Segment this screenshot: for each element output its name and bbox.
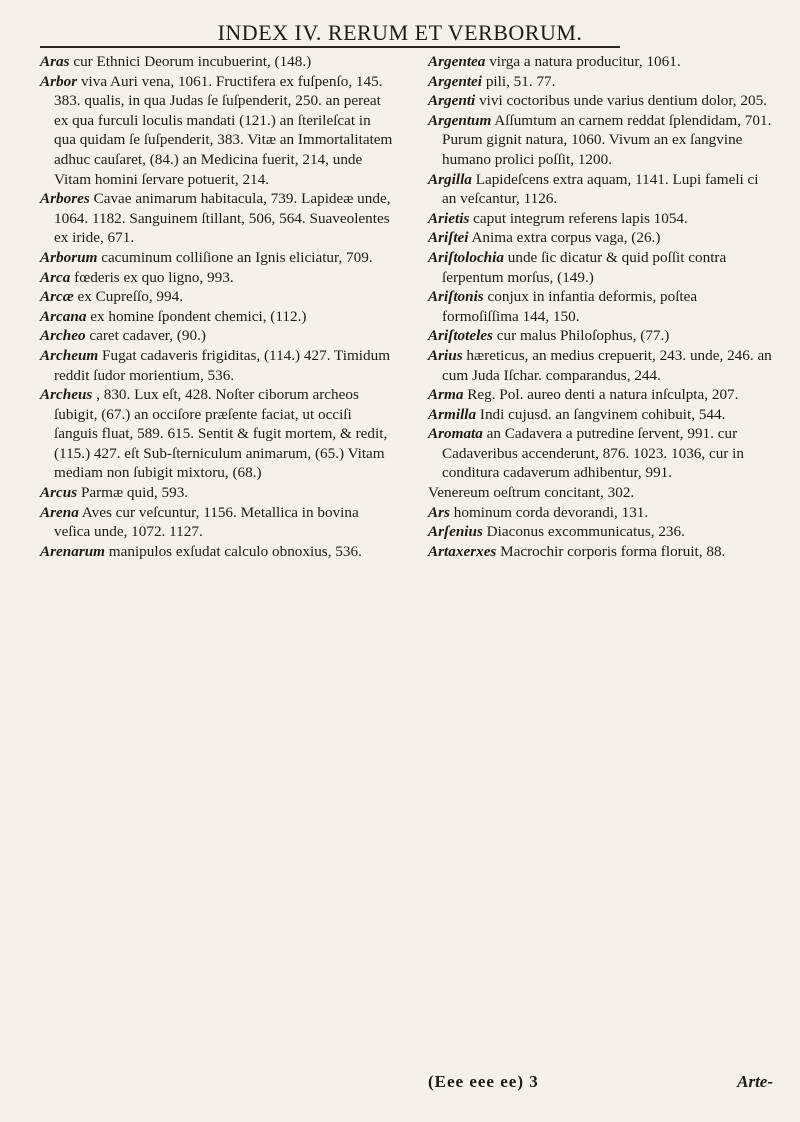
- catchword: Arte-: [737, 1072, 773, 1091]
- entry-headword: Aromata: [428, 425, 483, 443]
- entry-text: Venereum oeſtrum concitant, 302.: [428, 484, 635, 502]
- index-entry: [428, 72, 773, 92]
- right-column: [428, 52, 773, 561]
- entry-text: Parmæ quid, 593.: [80, 484, 189, 502]
- entry-headword: Ariſtolochia: [428, 248, 504, 266]
- entry-headword: Arietis: [428, 209, 470, 227]
- entry-text: conjux in infantia deformis, poſtea formoſiſſima 144, 150.: [442, 288, 698, 325]
- entry-text: caret cadaver, (90.): [89, 327, 206, 345]
- entry-text: Fugat cadaveris frigiditas, (114.) 427. Timidum reddit ſudor morientium, 536.: [54, 346, 391, 384]
- entry-headword: Aras: [40, 53, 70, 70]
- index-entry: [428, 405, 773, 425]
- entry-headword: Artaxerxes: [428, 542, 497, 560]
- entry-headword: Arbores: [40, 190, 90, 208]
- entry-text: cur malus Philoſophus, (77.): [496, 327, 670, 345]
- entry-headword: Archeum: [40, 346, 99, 364]
- index-entry: [428, 326, 773, 346]
- index-entry: [40, 52, 395, 72]
- entry-text: Aves cur veſcuntur, 1156. Metallica in bovina veſica unde, 1072. 1127.: [54, 503, 359, 541]
- index-entry: [428, 111, 773, 170]
- left-column: [40, 52, 395, 561]
- index-entry: [40, 72, 395, 190]
- entry-headword: Arius: [428, 346, 463, 364]
- entry-text: hominum corda devorandi, 131.: [453, 503, 649, 521]
- index-entry: [40, 248, 395, 268]
- entry-headword: Arſenius: [428, 523, 483, 541]
- entry-text: ex homine ſpondent chemici, (112.): [90, 307, 307, 325]
- entry-text: viva Auri vena, 1061. Fructifera ex fuſpenſo, 145. 383. qualis, in qua Judas ſe ſuſpenderit, 250. an pereat ex qua furculi loculis mandati (121.) an ſterileſcat in qua quidam ſe ſuſpenderit, 383. Vitæ an Immortalitatem adhuc cauſaret, (84.) an Medicina fuerit, 214, unde Vitam homini ſervare potuerit, 214.: [54, 72, 393, 188]
- entry-headword: Ariſtei: [428, 229, 469, 247]
- index-entry: [40, 268, 395, 288]
- entry-headword: Arcus: [40, 484, 78, 502]
- entry-text: Reg. Pol. aureo denti a natura inſculpta, 207.: [467, 386, 739, 404]
- index-entry: [428, 248, 773, 287]
- entry-headword: Arena: [40, 503, 79, 521]
- entry-headword: Armilla: [428, 405, 477, 423]
- page-title: INDEX IV. RERUM ET VERBORUM.: [217, 20, 583, 45]
- entry-text: Diaconus excommunicatus, 236.: [486, 523, 685, 541]
- index-entry: [40, 385, 395, 483]
- entry-text: , 830. Lux eſt, 428. Noſter ciborum archeos ſubigit, (67.) an occiſore præſente faciat, ut occiſi ſanguis fluat, 589. 615. Sentit & fugit mortem, & redit, (115.) 427. eſt Sub-ſterniculum animarum, (65.) Vitam mediam non ſubigit mixtoru, (68.): [54, 386, 388, 482]
- signature-mark: (Eee eee ee) 3: [428, 1072, 539, 1091]
- entry-text: ex Cupreſſo, 994.: [77, 288, 183, 306]
- index-entry: [40, 189, 395, 248]
- index-entry: [428, 424, 773, 483]
- index-entry: [428, 346, 773, 385]
- index-entry: [40, 542, 395, 562]
- entry-text: manipulos exſudat calculo obnoxius, 536.: [108, 542, 362, 560]
- entry-text: Aſſumtum an carnem reddat ſplendidam, 701. Purum gignit natura, 1060. Vivum an ex ſangvine humano prolici poſſit, 1200.: [442, 111, 772, 168]
- entry-text: fœderis ex quo ligno, 993.: [74, 268, 234, 286]
- entry-text: Indi cujusd. an ſangvinem cohibuit, 544.: [479, 405, 726, 423]
- entry-headword: Arma: [428, 386, 464, 404]
- entry-headword: Arbor: [40, 72, 78, 90]
- entry-headword: Arcana: [40, 307, 87, 325]
- index-entry: [428, 287, 773, 326]
- index-entry: [428, 522, 773, 542]
- entry-headword: Archeus: [40, 386, 93, 404]
- index-entry: [40, 503, 395, 542]
- entry-headword: Ariſtonis: [428, 288, 484, 306]
- index-entry: [40, 326, 395, 346]
- entry-text: Cavae animarum habitacula, 739. Lapideæ unde, 1064. 1182. Sanguinem ſtillant, 506, 564. Suaveolentes ex iride, 671.: [54, 190, 391, 247]
- entry-headword: Ariſtoteles: [428, 327, 493, 345]
- entry-text: Lapideſcens extra aquam, 1141. Lupi fameli ci an veſcantur, 1126.: [442, 170, 759, 208]
- entry-text: vivi coctoribus unde varius dentium dolor, 205.: [479, 92, 767, 110]
- index-entry: [428, 228, 773, 248]
- index-entry: [428, 503, 773, 523]
- entry-headword: Arenarum: [40, 542, 105, 560]
- entry-headword: Archeo: [40, 327, 86, 345]
- entry-text: pili, 51. 77.: [485, 72, 556, 90]
- index-entry: [40, 307, 395, 327]
- index-entry: [428, 52, 773, 72]
- index-entry: [40, 346, 395, 385]
- entry-headword: Argentea: [428, 53, 486, 70]
- index-entry: [428, 170, 773, 209]
- entry-headword: Argentei: [428, 72, 483, 90]
- entry-headword: Argenti: [428, 92, 476, 110]
- entry-headword: Argilla: [428, 170, 472, 188]
- index-entry: [428, 385, 773, 405]
- entry-text: unde ſic dicatur & quid poſſit contra ſerpentum morſus, (149.): [442, 248, 727, 286]
- index-entry: [428, 209, 773, 229]
- index-entry: [428, 542, 773, 562]
- entry-text: Anima extra corpus vaga, (26.): [471, 229, 661, 247]
- entry-text: caput integrum referens lapis 1054.: [473, 209, 688, 227]
- entry-text: Macrochir corporis forma floruit, 88.: [500, 542, 726, 560]
- entry-headword: Ars: [428, 503, 450, 521]
- entry-headword: Arcæ: [40, 288, 74, 306]
- page-footer: [428, 1072, 773, 1092]
- entry-text: cur Ethnici Deorum incubuerint, (148.): [73, 53, 312, 70]
- entry-headword: Arca: [40, 268, 71, 286]
- entry-headword: Arborum: [40, 248, 98, 266]
- header-rule: [40, 46, 620, 48]
- entry-headword: Argentum: [428, 111, 492, 129]
- entry-text: hæreticus, an medius crepuerit, 243. unde, 246. an cum Juda Iſchar. comparandus, 244.: [442, 346, 772, 384]
- entry-text: cacuminum colliſione an Ignis eliciatur, 709.: [101, 248, 373, 266]
- index-entry: [428, 483, 773, 503]
- entry-text: virga a natura producitur, 1061.: [489, 53, 681, 70]
- index-entry: [40, 287, 395, 307]
- entry-text: an Cadavera a putredine ſervent, 991. cur Cadaveribus accenderunt, 876. 1023. 1036, cur in conditura cadaverum adhibentur, 991.: [442, 425, 744, 482]
- index-entry: [40, 483, 395, 503]
- index-entry: [428, 91, 773, 111]
